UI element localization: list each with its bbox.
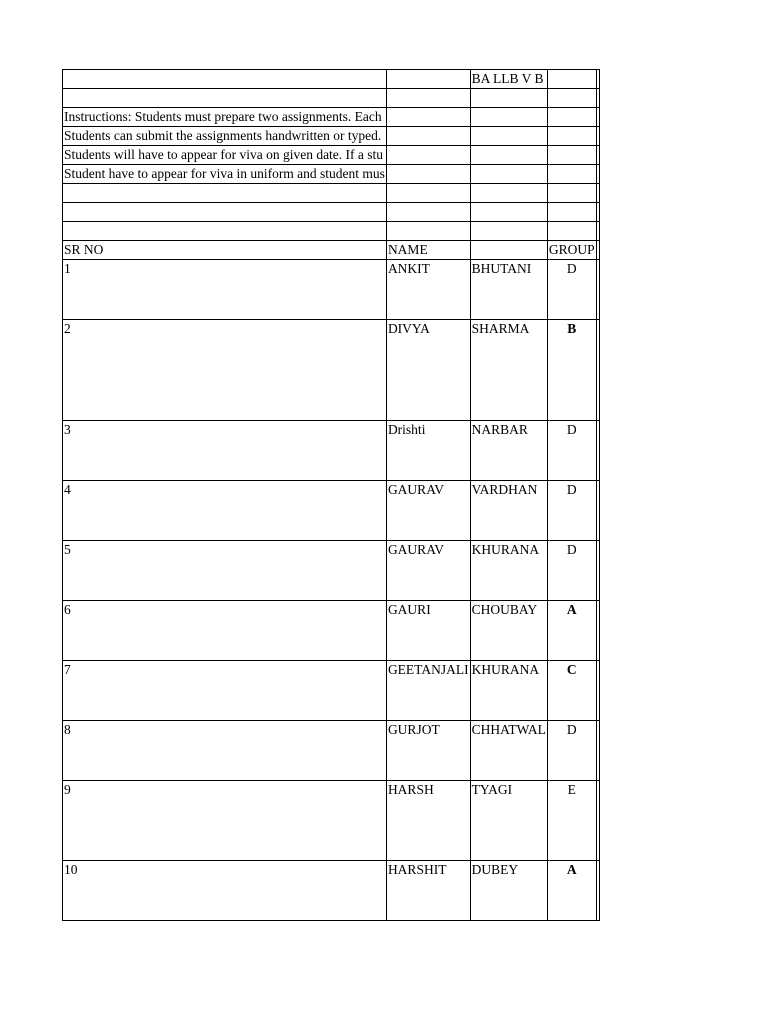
- instruction-cell[interactable]: [63, 108, 387, 127]
- sr-no-cell[interactable]: 1: [63, 260, 387, 320]
- last-name-cell[interactable]: SHARMA: [470, 320, 547, 421]
- cell[interactable]: [470, 165, 547, 184]
- instruction-cell[interactable]: [63, 127, 387, 146]
- instruction-cell[interactable]: [63, 146, 387, 165]
- sr-no-cell[interactable]: 2: [63, 320, 387, 421]
- spreadsheet-page: [62, 69, 595, 945]
- last-name-cell[interactable]: KHURANA: [470, 661, 547, 721]
- first-name-cell[interactable]: GAURAV: [386, 541, 470, 601]
- last-name-cell[interactable]: NARBAR: [470, 421, 547, 481]
- cell[interactable]: [596, 661, 599, 721]
- first-name-cell[interactable]: Drishti: [386, 421, 470, 481]
- cell[interactable]: [596, 541, 599, 601]
- cell[interactable]: [470, 184, 547, 203]
- first-name-cell[interactable]: GAURAV: [386, 481, 470, 541]
- cell[interactable]: [596, 260, 599, 320]
- table-row: [63, 601, 600, 661]
- header-group[interactable]: GROUP: [547, 241, 596, 260]
- title-row: [63, 70, 600, 89]
- cell[interactable]: [386, 146, 470, 165]
- cell[interactable]: [596, 601, 599, 661]
- header-sr-no[interactable]: SR NO: [63, 241, 387, 260]
- group-cell[interactable]: D: [547, 541, 596, 601]
- blank-row: [63, 222, 600, 241]
- cell[interactable]: [596, 127, 599, 146]
- cell[interactable]: [596, 203, 599, 222]
- cell[interactable]: [547, 70, 596, 89]
- instruction-text: Students can submit the assignments handwritten or typed.: [64, 128, 382, 143]
- sr-no-cell[interactable]: 8: [63, 721, 387, 781]
- group-cell[interactable]: D: [547, 721, 596, 781]
- cell[interactable]: [470, 146, 547, 165]
- cell[interactable]: [470, 222, 547, 241]
- cell[interactable]: [386, 127, 470, 146]
- group-cell[interactable]: B: [547, 320, 596, 421]
- cell[interactable]: [63, 70, 387, 89]
- instruction-cell[interactable]: [63, 165, 387, 184]
- instruction-text: Student have to appear for viva in uniform and student mus: [64, 166, 385, 181]
- cell[interactable]: [547, 127, 596, 146]
- first-name-cell[interactable]: HARSHIT: [386, 861, 470, 921]
- cell[interactable]: [547, 89, 596, 108]
- sr-no-cell[interactable]: 9: [63, 781, 387, 861]
- cell[interactable]: [386, 108, 470, 127]
- table-row: [63, 721, 600, 781]
- cell[interactable]: [596, 165, 599, 184]
- sr-no-cell[interactable]: 10: [63, 861, 387, 921]
- table-row: [63, 861, 600, 921]
- last-name-cell[interactable]: TYAGI: [470, 781, 547, 861]
- cell[interactable]: [596, 320, 599, 421]
- cell[interactable]: [596, 184, 599, 203]
- last-name-cell[interactable]: KHURANA: [470, 541, 547, 601]
- cell[interactable]: [596, 861, 599, 921]
- cell[interactable]: [596, 421, 599, 481]
- cell[interactable]: [596, 781, 599, 861]
- first-name-cell[interactable]: HARSH: [386, 781, 470, 861]
- sr-no-cell[interactable]: 3: [63, 421, 387, 481]
- cell[interactable]: [547, 203, 596, 222]
- student-table: [62, 69, 600, 921]
- cell[interactable]: [63, 203, 387, 222]
- cell[interactable]: [470, 127, 547, 146]
- cell[interactable]: [596, 89, 599, 108]
- group-cell[interactable]: E: [547, 781, 596, 861]
- table-row: [63, 260, 600, 320]
- last-name-cell[interactable]: VARDHAN: [470, 481, 547, 541]
- cell[interactable]: [547, 184, 596, 203]
- first-name-cell[interactable]: GAURI: [386, 601, 470, 661]
- instruction-text: Students will have to appear for viva on given date. If a stu: [64, 147, 384, 162]
- cell[interactable]: [386, 70, 470, 89]
- sr-no-cell[interactable]: 5: [63, 541, 387, 601]
- cell[interactable]: [547, 222, 596, 241]
- cell[interactable]: [547, 108, 596, 127]
- header-row: [63, 241, 600, 260]
- cell[interactable]: [470, 89, 547, 108]
- table-row: [63, 481, 600, 541]
- instruction-text: Instructions: Students must prepare two assignments. Each: [64, 109, 382, 124]
- header-name[interactable]: NAME: [386, 241, 470, 260]
- sr-no-cell[interactable]: 4: [63, 481, 387, 541]
- cell[interactable]: [547, 146, 596, 165]
- table-row: [63, 421, 600, 481]
- cell[interactable]: [596, 721, 599, 781]
- first-name-cell[interactable]: ANKIT: [386, 260, 470, 320]
- cell[interactable]: [596, 146, 599, 165]
- cell[interactable]: [386, 222, 470, 241]
- last-name-cell[interactable]: CHHATWAL: [470, 721, 547, 781]
- group-cell[interactable]: D: [547, 260, 596, 320]
- cell[interactable]: [63, 89, 387, 108]
- cell[interactable]: [386, 165, 470, 184]
- first-name-cell[interactable]: DIVYA: [386, 320, 470, 421]
- table-row: [63, 541, 600, 601]
- instruction-row: [63, 108, 600, 127]
- blank-row: [63, 89, 600, 108]
- sheet-title[interactable]: BA LLB V B: [470, 70, 547, 89]
- cell[interactable]: [470, 108, 547, 127]
- instruction-row: [63, 165, 600, 184]
- cell[interactable]: [596, 70, 599, 89]
- sr-no-cell[interactable]: 7: [63, 661, 387, 721]
- group-cell[interactable]: D: [547, 421, 596, 481]
- cell[interactable]: [63, 184, 387, 203]
- cell[interactable]: [386, 184, 470, 203]
- cell[interactable]: [547, 165, 596, 184]
- cell[interactable]: [596, 241, 599, 260]
- cell[interactable]: [386, 89, 470, 108]
- instruction-row: [63, 127, 600, 146]
- table-row: [63, 781, 600, 861]
- last-name-cell[interactable]: BHUTANI: [470, 260, 547, 320]
- cell[interactable]: [470, 203, 547, 222]
- group-cell[interactable]: A: [547, 601, 596, 661]
- cell[interactable]: [386, 203, 470, 222]
- last-name-cell[interactable]: CHOUBAY: [470, 601, 547, 661]
- blank-row: [63, 184, 600, 203]
- header-surname[interactable]: [470, 241, 547, 260]
- cell[interactable]: [63, 222, 387, 241]
- table-row: [63, 661, 600, 721]
- sr-no-cell[interactable]: 6: [63, 601, 387, 661]
- first-name-cell[interactable]: GEETANJALI: [386, 661, 470, 721]
- group-cell[interactable]: C: [547, 661, 596, 721]
- cell[interactable]: [596, 481, 599, 541]
- last-name-cell[interactable]: DUBEY: [470, 861, 547, 921]
- blank-row: [63, 203, 600, 222]
- first-name-cell[interactable]: GURJOT: [386, 721, 470, 781]
- instruction-row: [63, 146, 600, 165]
- group-cell[interactable]: D: [547, 481, 596, 541]
- cell[interactable]: [596, 108, 599, 127]
- group-cell[interactable]: A: [547, 861, 596, 921]
- table-row: [63, 320, 600, 421]
- cell[interactable]: [596, 222, 599, 241]
